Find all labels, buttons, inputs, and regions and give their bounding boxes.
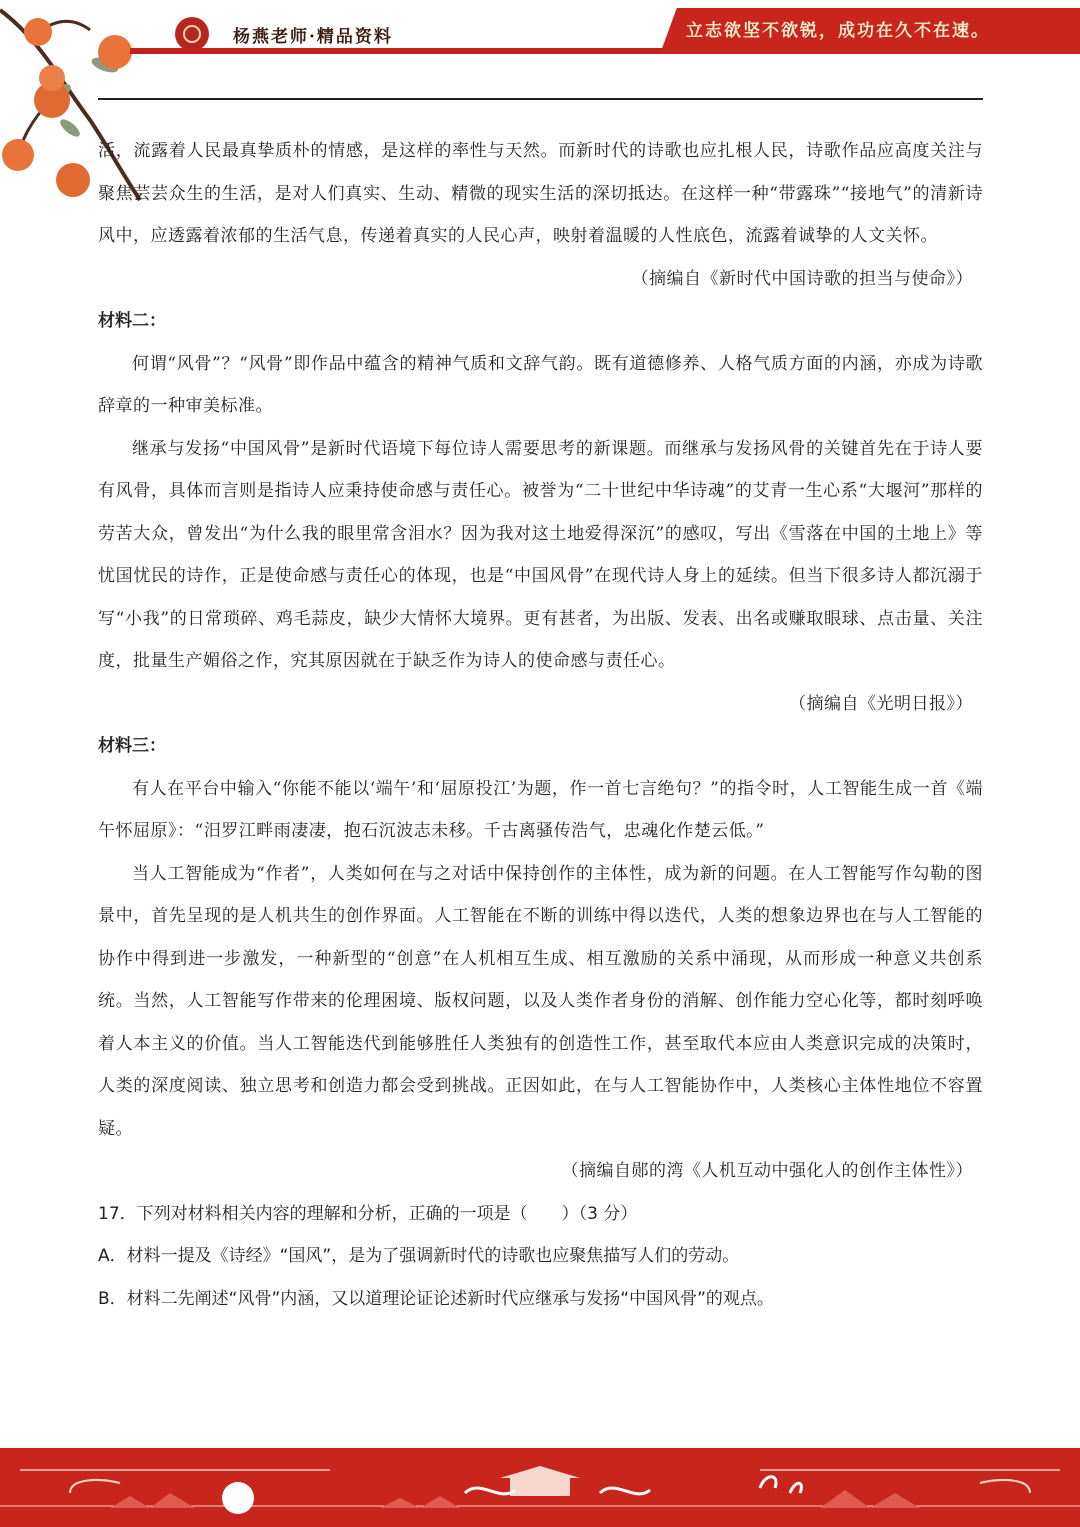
brand-title: 杨燕老师·精品资料: [233, 26, 393, 47]
header-motto: 立志欲坚不欲锐，成功在久不在速。: [686, 21, 990, 41]
page-footer-decoration: [0, 1448, 1080, 1527]
source-citation: （摘编自郧的湾《人机互动中强化人的创作主体性》）: [561, 1161, 973, 1181]
question-option-a: A．材料一提及《诗经》“国风”，是为了强调新时代的诗歌也应聚焦描写人们的劳动。: [98, 1246, 740, 1266]
page-header: [0, 0, 1080, 100]
footer-ornament-icon: [0, 1448, 1080, 1527]
source-citation: （摘编自《光明日报》）: [789, 693, 973, 714]
seal-icon: [175, 17, 209, 51]
paragraph: 继承与发扬“中国风骨”是新时代语境下每位诗人需要思考的新课题。而继承与发扬风骨的关键首先在于诗人要有风骨，具体而言则是指诗人应秉持使命感与责任心。被誉为“二十世纪中华诗魂”的艾青一生心系“大堰河”那样的劳苦大众，曾发出“为什么我的眼里常含泪水？因为我对这土地爱得深沉”的感叹，写出《雪落在中国的土地上》等忧国忧民的诗作，正是使命感与责任心的体现，也是“中国风骨”在现代诗人身上的延续。但当下很多诗人都沉溺于写“小我”的日常琐碎、鸡毛蒜皮，缺少大情怀大境界。更有甚者，为出版、发表、出名或赚取眼球、点击量、关注度，批量生产媚俗之作，究其原因就在于缺乏作为诗人的使命感与责任心。: [98, 438, 983, 671]
paragraph: 活，流露着人民最真挚质朴的情感，是这样的率性与天然。而新时代的诗歌也应扎根人民，诗歌作品应高度关注与聚焦芸芸众生的生活，是对人们真实、生动、精微的现实生活的深切抵达。在这样一种“带露珠”“接地气”的清新诗风中，应透露着浓郁的生活气息，传递着真实的人民心声，映射着温暖的人性底色，流露着诚挚的人文关怀。: [98, 141, 983, 246]
question-stem: 17．下列对材料相关内容的理解和分析，正确的一项是（ ）（3 分）: [98, 1203, 638, 1224]
paragraph: 当人工智能成为“作者”，人类如何在与之对话中保持创作的主体性，成为新的问题。在人工智能写作勾勒的图景中，首先呈现的是人机共生的创作界面。人工智能在不断的训练中得以迭代，人类的想象边界也在与人工智能的协作中得到进一步激发，一种新型的“创意”在人机相互生成、相互激励的关系中涌现，从而形成一种意义共创系统。当然，人工智能写作带来的伦理困境、版权问题，以及人类作者身份的消解、创作能力空心化等，都时刻呼唤着人本主义的价值。当人工智能迭代到能够胜任人类独有的创造性工作，甚至取代本应由人类意识完成的决策时，人类的深度阅读、独立思考和创造力都会受到挑战。正因如此，在与人工智能协作中，人类核心主体性地位不容置疑。: [98, 863, 983, 1139]
source-citation: （摘编自《新时代中国诗歌的担当与使命》）: [631, 268, 973, 289]
paragraph: 有人在平台中输入“你能不能以‘端午’和‘屈原投江’为题，作一首七言绝句？”的指令时，人工智能生成一首《端午怀屈原》：“汨罗江畔雨凄凄，抱石沉波志未移。千古离骚传浩气，忠魂化作楚云低。”: [98, 778, 983, 841]
material-three-title: 材料三：: [98, 736, 166, 756]
document-body: [98, 130, 983, 1320]
material-two-title: 材料二：: [98, 311, 166, 331]
header-divider: [98, 98, 983, 100]
question-option-b: B．材料二先阐述“风骨”内涵，又以道理论证论述新时代应继承与发扬“中国风骨”的观点。: [98, 1288, 774, 1309]
paragraph: 何谓“风骨”？“风骨”即作品中蕴含的精神气质和文辞气韵。既有道德修养、人格气质方面的内涵，亦成为诗歌辞章的一种审美标准。: [98, 353, 983, 416]
